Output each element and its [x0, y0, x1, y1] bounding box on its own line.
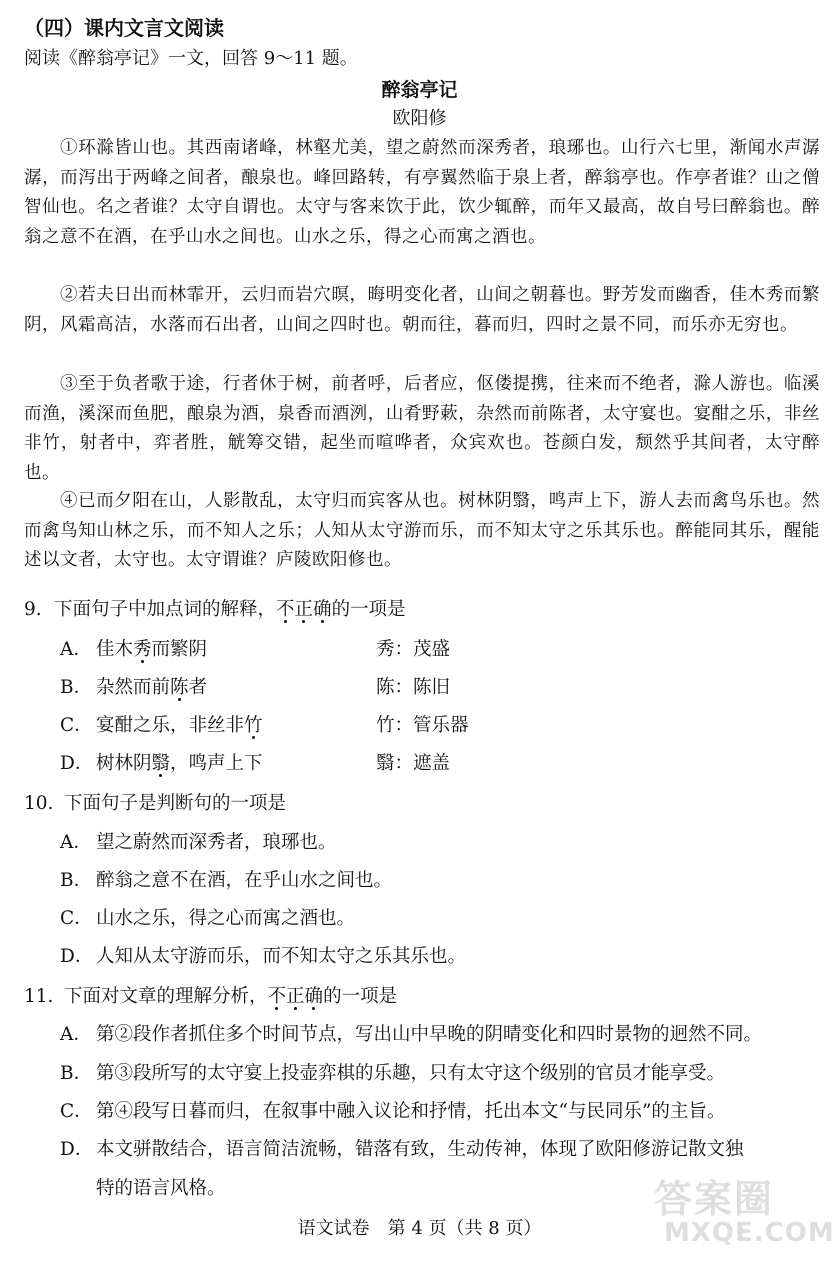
dotted-char: 确: [313, 599, 332, 620]
option-letter: B．: [60, 870, 93, 891]
stem-text: 下面句子中加点词的解释，: [54, 599, 277, 620]
question-number: 10.: [24, 793, 54, 814]
q10-option-d[interactable]: [60, 943, 466, 971]
passage-paragraph-4: ④已而夕阳在山，人影散乱，太守归而宾客从也。树林阴翳，鸣声上下，游人去而禽鸟乐也。然而禽鸟知山林之乐，而不知人之乐；人知从太守游而乐，而不知太守之乐其乐也。醉能同其乐，醒能述以文者，太守也。太守谓谁？庐陵欧阳修也。: [24, 491, 820, 570]
dotted-char: 确: [304, 986, 324, 1007]
option-letter: A．: [60, 639, 92, 660]
q11-option-a[interactable]: [60, 1021, 762, 1049]
dotted-char: 陈: [170, 677, 189, 698]
q9-option-a[interactable]: [60, 636, 451, 664]
reading-instruction: 阅读《醉翁亭记》一文，回答 9～11 题。: [24, 48, 358, 69]
q11-option-b[interactable]: [60, 1060, 725, 1088]
option-letter: A．: [60, 832, 92, 853]
dotted-char: 正: [286, 986, 305, 1007]
dotted-char: 不: [276, 599, 295, 620]
stem-text: 下面对文章的理解分析，: [64, 986, 268, 1007]
option-text: 杂然而前: [96, 677, 171, 698]
q9-option-b[interactable]: [60, 674, 451, 702]
option-letter: C．: [60, 908, 93, 929]
q11-option-d[interactable]: [60, 1136, 744, 1164]
option-text: 佳木: [96, 639, 134, 660]
option-gloss: 竹：管乐器: [376, 715, 469, 736]
stem-emphasis: [276, 599, 332, 620]
option-text: 望之蔚然而深秀者，琅琊也。: [96, 832, 337, 853]
option-letter: D．: [60, 753, 94, 774]
dotted-char: 翳: [151, 753, 171, 774]
option-text: ，鸣声上下: [170, 753, 263, 774]
passage-paragraph-1: ①环滁皆山也。其西南诸峰，林壑尤美，望之蔚然而深秀者，琅琊也。山行六七里，渐闻水声潺潺，而泻出于两峰之间者，酿泉也。峰回路转，有亭翼然临于泉上者，醉翁亭也。作亭者谁？山之僧智仙也。名之者谁？太守自谓也。太守与客来饮于此，饮少辄醉，而年又最高，故自号曰醉翁也。醉翁之意不在酒，在乎山水之间也。山水之乐，得之心而寓之酒也。: [24, 138, 820, 247]
q9-option-c[interactable]: [60, 712, 469, 740]
option-letter: C．: [60, 715, 93, 736]
question-number: 9.: [24, 599, 42, 620]
option-text: 第③段所写的太守宴上投壶弈棋的乐趣，只有太守这个级别的官员才能享受。: [96, 1063, 726, 1084]
section-title: （四）课内文言文阅读: [24, 16, 224, 40]
question-number: 11.: [24, 986, 54, 1007]
stem-text: 的一项是: [323, 986, 398, 1007]
question-11-stem: [24, 983, 397, 1011]
q10-option-a[interactable]: [60, 829, 337, 857]
option-text: 醉翁之意不在酒，在乎山水之间也。: [96, 870, 393, 891]
passage-paragraph-2: ②若夫日出而林霏开，云归而岩穴暝，晦明变化者，山间之朝暮也。野芳发而幽香，佳木秀而繁阴，风霜高洁，水落而石出者，山间之四时也。朝而往，暮而归，四时之景不同，而乐亦无穷也。: [24, 285, 820, 335]
stem-text: 的一项是: [331, 599, 406, 620]
dotted-char: 竹: [244, 715, 263, 736]
dotted-char: 不: [267, 986, 287, 1007]
option-letter: A．: [60, 1024, 92, 1045]
watermark-top: 答案圈: [654, 1177, 775, 1221]
option-letter: B．: [60, 1063, 93, 1084]
option-text: 第②段作者抓住多个时间节点，写出山中早晚的阴晴变化和四时景物的迥然不同。: [96, 1024, 763, 1045]
page-footer: 语文试卷 第 4 页（共 8 页）: [297, 1218, 542, 1239]
option-text: 者: [188, 677, 208, 698]
option-text: 宴酣之乐，非丝非: [96, 715, 245, 736]
option-text: 本文骈散结合，语言简洁流畅，错落有致，生动传神，体现了欧阳修游记散文独: [96, 1139, 744, 1160]
option-letter: D．: [60, 1139, 94, 1160]
option-gloss: 陈：陈旧: [376, 677, 451, 698]
q9-option-d[interactable]: [60, 750, 451, 778]
option-letter: C．: [60, 1101, 93, 1122]
q10-option-b[interactable]: [60, 867, 392, 895]
stem-emphasis: [268, 986, 324, 1007]
option-gloss: 翳：遮盖: [376, 753, 451, 774]
watermark-bottom: MXQE.COM: [664, 1218, 835, 1248]
option-text: 树林阴: [96, 753, 152, 774]
passage-paragraph-3: ③至于负者歌于途，行者休于树，前者呼，后者应，伛偻提携，往来而不绝者，滁人游也。临溪而渔，溪深而鱼肥，酿泉为酒，泉香而酒洌，山肴野蔌，杂然而前陈者，太守宴也。宴酣之乐，非丝非竹，射者中，弈者胜，觥筹交错，起坐而喧哗者，众宾欢也。苍颜白发，颓然乎其间者，太守醉也。: [24, 374, 820, 483]
question-10-stem: [24, 790, 286, 818]
option-text: 第④段写日暮而归，在叙事中融入议论和抒情，托出本文“与民同乐”的主旨。: [96, 1101, 726, 1122]
option-text: 而繁阴: [151, 639, 208, 660]
dotted-char: 正: [294, 599, 314, 620]
q11-option-d-continuation: 特的语言风格。: [96, 1178, 226, 1199]
question-9-stem: [24, 596, 406, 624]
essay-title: 醉翁亭记: [381, 79, 458, 101]
stem-text: 下面句子是判断句的一项是: [64, 793, 287, 814]
option-letter: D．: [60, 946, 94, 967]
option-text: 人知从太守游而乐，而不知太守之乐其乐也。: [96, 946, 467, 967]
dotted-char: 秀: [133, 639, 152, 660]
option-letter: B．: [60, 677, 93, 698]
watermark-logo: [650, 1168, 835, 1258]
option-text: 山水之乐，得之心而寓之酒也。: [96, 908, 356, 929]
q11-option-c[interactable]: [60, 1098, 725, 1126]
essay-author: 欧阳修: [392, 108, 447, 129]
option-gloss: 秀：茂盛: [376, 639, 451, 660]
q10-option-c[interactable]: [60, 905, 355, 933]
